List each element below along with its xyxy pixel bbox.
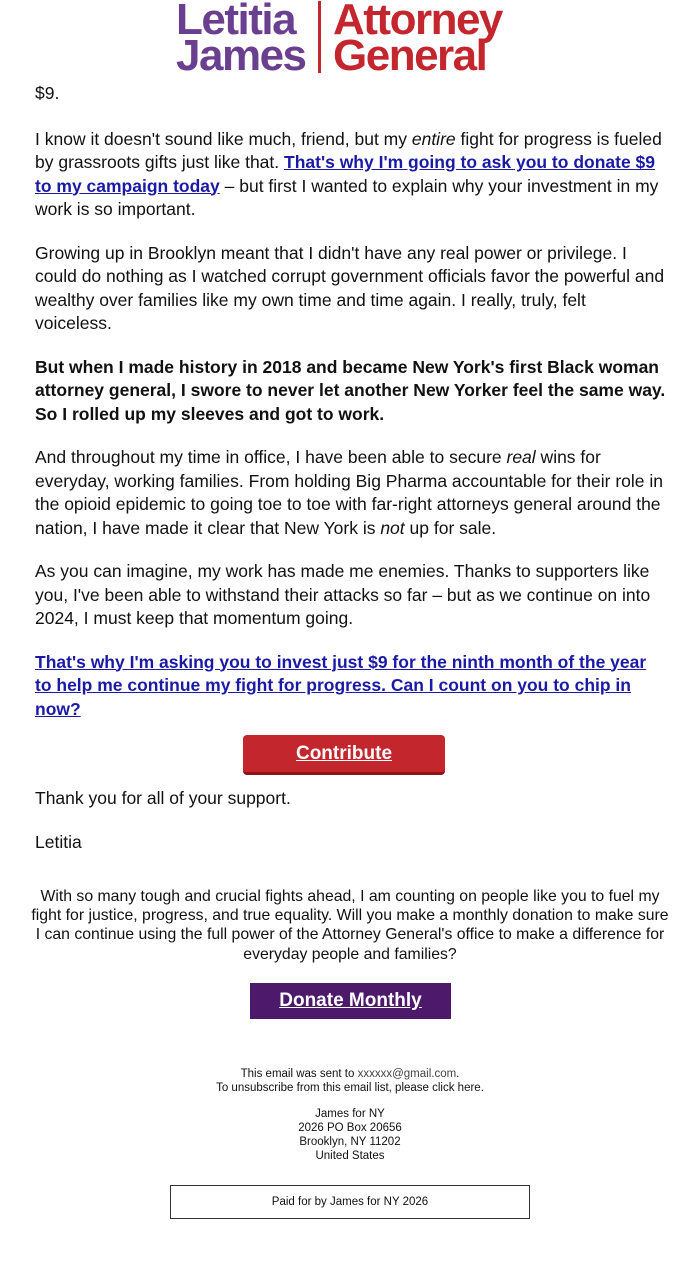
campaign-logo xyxy=(176,0,526,78)
wins-emphasis-real: real xyxy=(506,447,536,467)
address-line2: Brooklyn, NY 11202 xyxy=(299,1136,401,1148)
intro-text-a: I know it doesn't sound like much, friend, but my xyxy=(35,128,412,149)
donate-monthly-button[interactable]: Donate Monthly xyxy=(250,983,451,1019)
paragraph-cta xyxy=(35,651,667,722)
donate-9-link[interactable]: That's why I'm going to ask you to donate $9 to my campaign today xyxy=(35,152,656,196)
wins-text-b: wins for everyday, working families. From holding Big Pharma accountable for their role in the opioid epidemic to going toe to toe with far-right attorneys general around the nation, I have made it clear that New York is xyxy=(35,447,664,538)
logo-first-name: Letitia xyxy=(176,0,296,44)
wins-text-c: up for sale. xyxy=(404,517,497,538)
monthly-appeal-text: With so many tough and crucial fights ahead, I am counting on people like you to fuel my fight for justice, progress, and true equality. Will you make a monthly donation to make sure I can continue using the full power of the Attorney General's office to make a difference for everyday people and families? xyxy=(31,888,669,963)
intro-emphasis: entire xyxy=(411,128,456,149)
wins-text-a: And throughout my time in office, I have been able to secure xyxy=(35,447,507,467)
paragraph-enemies: As you can imagine, my work has made me enemies. Thanks to supporters like you, I've been able to withstand their attacks so far – but as we continue on into 2024, I must keep that momentum going. xyxy=(35,561,651,628)
logo-divider xyxy=(318,1,321,73)
org-name: James for NY xyxy=(315,1108,385,1120)
sent-prefix: This email was sent to xyxy=(240,1068,358,1080)
logo-office-line2: General xyxy=(333,31,487,80)
sent-suffix: . xyxy=(456,1068,460,1080)
email-body xyxy=(35,82,667,874)
contribute-button-wrap xyxy=(35,735,667,775)
paragraph-thanks: Thank you for all of your support. xyxy=(35,788,291,808)
wins-emphasis-not: not xyxy=(380,517,405,538)
invest-9-link[interactable]: That's why I'm asking you to invest just $9 for the ninth month of the year to help me continue my fight for progress. Can I count on you to chip in now? xyxy=(35,651,647,719)
paid-for-disclaimer: Paid for by James for NY 2026 xyxy=(170,1185,530,1219)
signature: Letitia xyxy=(35,831,82,852)
paragraph-history: But when I made history in 2018 and became New York's first Black woman attorney general, I swore to never let another New Yorker feel the same way. So I rolled up my sleeves and got to work. xyxy=(35,356,666,424)
contribute-button[interactable]: Contribute xyxy=(243,735,445,775)
intro-text-c: – but first I wanted to explain why your investment in my work is so important. xyxy=(35,175,659,219)
email-sent-notice xyxy=(0,1067,700,1095)
logo-office-line1: Attorney xyxy=(333,0,502,44)
paragraph-wins xyxy=(35,446,667,540)
address-country: United States xyxy=(315,1150,385,1162)
logo-office xyxy=(333,0,502,80)
paragraph-brooklyn: Growing up in Brooklyn meant that I didn't have any real power or privilege. I could do nothing as I watched corrupt government officials favor the powerful and wealthy over families like my own time and time again. I really, truly, felt voiceless. xyxy=(35,242,665,333)
mailing-address xyxy=(0,1107,700,1163)
unsubscribe-link[interactable]: To unsubscribe from this email list, please click here. xyxy=(216,1082,484,1094)
logo-name xyxy=(176,0,310,80)
recipient-email-link[interactable]: xxxxxx@gmail.com xyxy=(357,1068,457,1080)
intro-text-b: fight for progress is fueled by grassroots gifts just like that. xyxy=(35,128,662,172)
paragraph-intro xyxy=(35,128,667,222)
logo-last-name: James xyxy=(176,31,306,80)
address-line1: 2026 PO Box 20656 xyxy=(298,1122,402,1134)
paragraph-amount: $9. xyxy=(35,83,60,103)
